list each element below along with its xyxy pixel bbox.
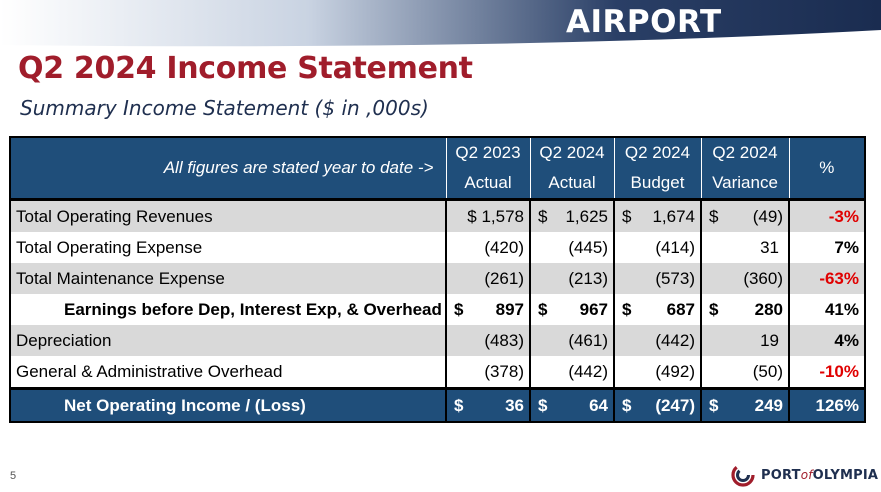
cell-percent: 7% bbox=[789, 232, 865, 263]
cell-q2-2024-actual: (213) bbox=[530, 263, 614, 294]
table-row bbox=[10, 263, 865, 294]
cell-q2-2024-variance: 31 bbox=[701, 232, 789, 263]
section-label: AIRPORT bbox=[566, 4, 722, 40]
cell-q2-2023-actual: (483) bbox=[446, 325, 530, 356]
cell-q2-2024-actual: $ 1,625 bbox=[530, 200, 614, 233]
table-row bbox=[10, 200, 865, 233]
cell-percent: 4% bbox=[789, 325, 865, 356]
cell-q2-2024-variance: (50) bbox=[701, 356, 789, 389]
row-label: Net Operating Income / (Loss) bbox=[10, 389, 446, 423]
cell-q2-2023-actual: (420) bbox=[446, 232, 530, 263]
row-label: Depreciation bbox=[10, 325, 446, 356]
row-label: General & Administrative Overhead bbox=[10, 356, 446, 389]
column-header: Q2 2024 Variance bbox=[701, 137, 789, 200]
row-label: Total Operating Expense bbox=[10, 232, 446, 263]
cell-q2-2023-actual: (378) bbox=[446, 356, 530, 389]
column-header: Q2 2024 Actual bbox=[530, 137, 614, 200]
table-row-total bbox=[10, 389, 865, 423]
cell-percent: -10% bbox=[789, 356, 865, 389]
column-header: Q2 2023 Actual bbox=[446, 137, 530, 200]
table-note: All figures are stated year to date -> bbox=[10, 137, 446, 200]
cell-q2-2024-budget: $ (247) bbox=[614, 389, 701, 423]
cell-q2-2024-budget: (573) bbox=[614, 263, 701, 294]
port-logo-icon bbox=[731, 463, 755, 487]
cell-percent: -3% bbox=[789, 200, 865, 233]
cell-q2-2023-actual: $ 36 bbox=[446, 389, 530, 423]
column-header: Q2 2024 Budget bbox=[614, 137, 701, 200]
page-title: Q2 2024 Income Statement bbox=[18, 51, 473, 86]
table-row bbox=[10, 356, 865, 389]
cell-q2-2023-actual: $ 1,578 bbox=[446, 200, 530, 233]
row-label: Earnings before Dep, Interest Exp, & Overhead bbox=[10, 294, 446, 325]
banner-graphic bbox=[0, 0, 881, 58]
cell-q2-2024-variance: 19 bbox=[701, 325, 789, 356]
cell-q2-2024-actual: (442) bbox=[530, 356, 614, 389]
header-banner bbox=[0, 0, 881, 58]
cell-q2-2024-budget: (492) bbox=[614, 356, 701, 389]
table-row bbox=[10, 325, 865, 356]
row-label: Total Maintenance Expense bbox=[10, 263, 446, 294]
cell-q2-2024-variance: $ 280 bbox=[701, 294, 789, 325]
cell-q2-2024-actual: (445) bbox=[530, 232, 614, 263]
port-of-olympia-logo bbox=[731, 463, 878, 487]
page-number: 5 bbox=[10, 470, 17, 482]
cell-percent: 41% bbox=[789, 294, 865, 325]
cell-q2-2024-actual: $ 967 bbox=[530, 294, 614, 325]
table-row-subtotal bbox=[10, 294, 865, 325]
cell-q2-2024-actual: (461) bbox=[530, 325, 614, 356]
column-header-percent: % bbox=[789, 137, 865, 200]
cell-q2-2023-actual: $ 897 bbox=[446, 294, 530, 325]
cell-q2-2023-actual: (261) bbox=[446, 263, 530, 294]
cell-q2-2024-variance: $ (49) bbox=[701, 200, 789, 233]
cell-q2-2024-variance: $ 249 bbox=[701, 389, 789, 423]
cell-q2-2024-actual: $ 64 bbox=[530, 389, 614, 423]
cell-q2-2024-budget: (442) bbox=[614, 325, 701, 356]
page-subtitle: Summary Income Statement ($ in ,000s) bbox=[20, 96, 429, 120]
table-row bbox=[10, 232, 865, 263]
cell-q2-2024-budget: $ 1,674 bbox=[614, 200, 701, 233]
row-label: Total Operating Revenues bbox=[10, 200, 446, 233]
cell-percent: -63% bbox=[789, 263, 865, 294]
cell-q2-2024-budget: $ 687 bbox=[614, 294, 701, 325]
income-statement-table bbox=[9, 136, 866, 423]
logo-wordmark: PORTofOLYMPIA bbox=[761, 467, 879, 483]
cell-q2-2024-variance: (360) bbox=[701, 263, 789, 294]
cell-q2-2024-budget: (414) bbox=[614, 232, 701, 263]
cell-percent: 126% bbox=[789, 389, 865, 423]
table-header-row bbox=[10, 137, 865, 200]
